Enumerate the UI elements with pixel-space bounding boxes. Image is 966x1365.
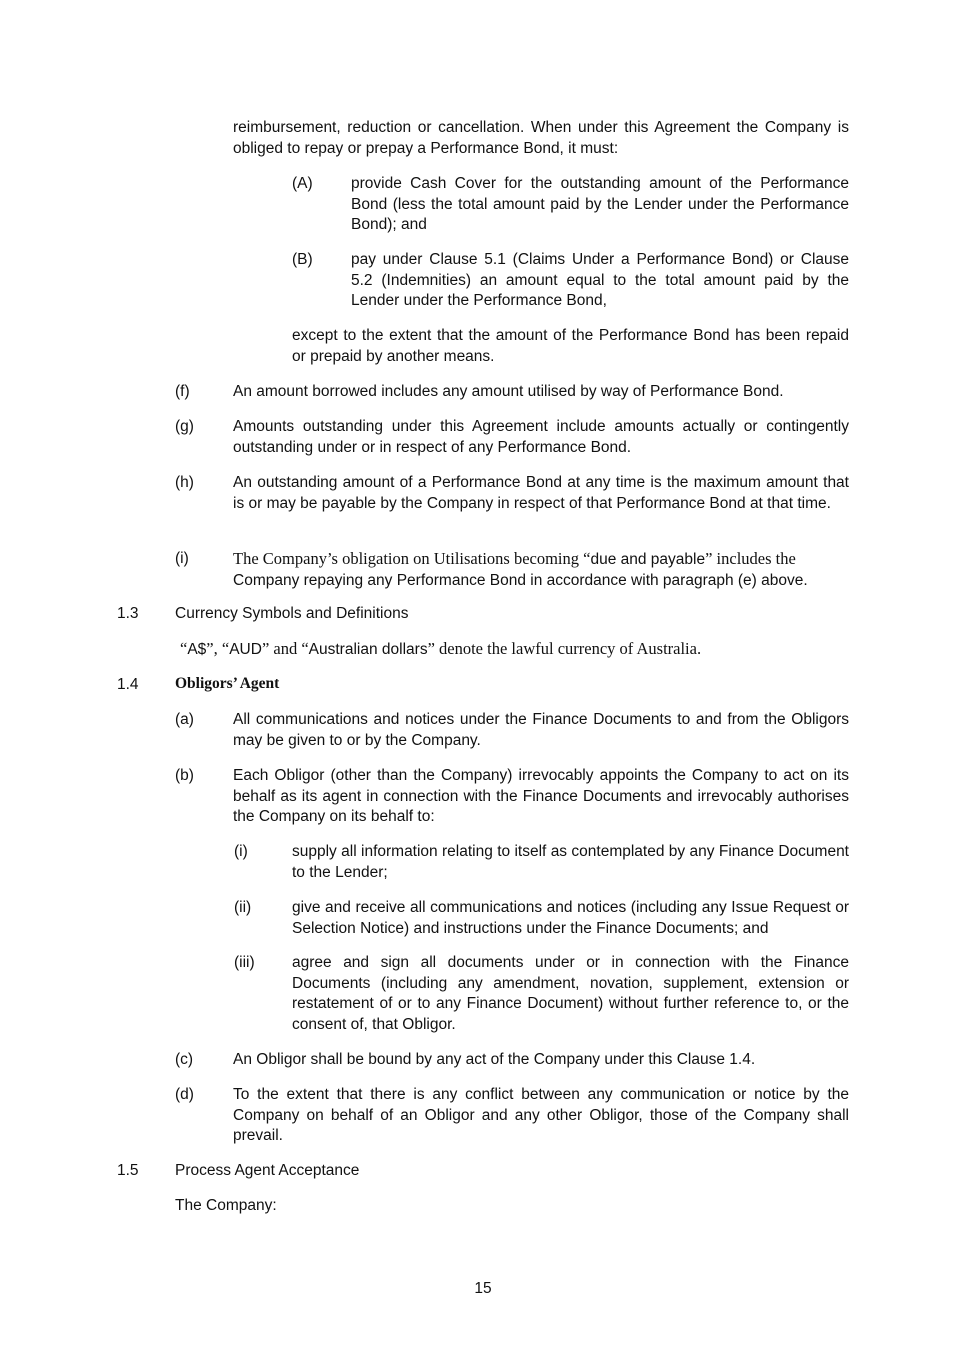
para-h-label: (h)	[175, 474, 194, 491]
para-h-text: An outstanding amount of a Performance Bond at any time is the maximum amount that is or may be payable by the Company in respect of that Performance Bond at that time.	[233, 474, 849, 512]
para-i-text	[233, 549, 849, 591]
item-B-text: pay under Clause 5.1 (Claims Under a Performance Bond) or Clause 5.2 (Indemnities) an amount equal to the total amount paid by the Lender under the Performance Bond,	[351, 251, 849, 309]
sec-1-4-d-text: To the extent that there is any conflict between any communication or notice by the Company on behalf of an Obligor and any other Obligor, those of the Company shall prevail.	[233, 1086, 849, 1144]
sec-1-4-b-iii-label: (iii)	[234, 954, 255, 971]
para-i-serif-c: ” includes the	[705, 549, 796, 568]
para-g-text: Amounts outstanding under this Agreement include amounts actually or contingently outstanding under or in respect of any Performance Bond.	[233, 418, 849, 456]
sec-1-4-c-label: (c)	[175, 1051, 194, 1068]
sec-1-4-b-i-text: supply all information relating to itself as contemplated by any Finance Document to the Lender;	[292, 843, 849, 881]
section-1-4-number: 1.4	[117, 676, 139, 693]
para-f-text: An amount borrowed includes any amount utilised by way of Performance Bond.	[233, 383, 784, 400]
except-paragraph: except to the extent that the amount of the Performance Bond has been repaid or prepaid by another means.	[292, 327, 849, 365]
item-A-text: provide Cash Cover for the outstanding amount of the Performance Bond (less the total amount paid by the Lender under the Performance Bond); and	[351, 175, 849, 233]
quote-open-1: “	[180, 639, 188, 658]
sec-1-4-b-i-label: (i)	[234, 843, 248, 860]
quote-sep-2: ” and “	[261, 639, 309, 658]
section-1-5-number: 1.5	[117, 1162, 139, 1179]
term-australian-dollars: Australian dollars	[308, 641, 428, 658]
sec-1-4-a-label: (a)	[175, 711, 194, 728]
sec-1-4-b-iii-text: agree and sign all documents under or in connection with the Finance Documents (including any amendment, novation, supplement, extension or restatement of or to any Finance Document) without further reference to, or the consent of, that Obligor.	[292, 954, 849, 1033]
term-aud-symbol: A$	[187, 641, 207, 658]
sec-1-4-b-text: Each Obligor (other than the Company) irrevocably appoints the Company to act on its behalf as its agent in connection with the Finance Documents and irrevocably authorises the Company on its behalf to:	[233, 767, 849, 825]
para-i-emph: due and payable	[590, 551, 706, 568]
sec-1-4-b-ii-label: (ii)	[234, 899, 252, 916]
para-f-label: (f)	[175, 383, 190, 400]
para-i-label: (i)	[175, 550, 189, 567]
section-1-5-title: Process Agent Acceptance	[175, 1162, 360, 1179]
para-i-serif-a: The Company’s obligation on Utilisations becoming “	[233, 549, 591, 568]
intro-paragraph: reimbursement, reduction or cancellation. When under this Agreement the Company is obliged to repay or prepay a Performance Bond, it must:	[233, 119, 849, 157]
page-number: 15	[474, 1280, 492, 1297]
sec-1-4-d-label: (d)	[175, 1086, 194, 1103]
section-1-3-title: Currency Symbols and Definitions	[175, 605, 409, 622]
para-i-line-2: Company repaying any Performance Bond in accordance with paragraph (e) above.	[233, 571, 808, 589]
section-1-3-text	[180, 639, 849, 661]
section-1-5-text: The Company:	[175, 1197, 277, 1214]
section-1-4-title: Obligors’ Agent	[175, 675, 280, 692]
sec-1-4-b-ii-text: give and receive all communications and notices (including any Issue Request or Selection Notice) and instructions under the Finance Documents; and	[292, 899, 849, 937]
sec-1-4-c-text: An Obligor shall be bound by any act of the Company under this Clause 1.4.	[233, 1051, 756, 1068]
para-g-label: (g)	[175, 418, 194, 435]
definition-tail: ” denote the lawful currency of Australia.	[427, 639, 702, 658]
sec-1-4-a-text: All communications and notices under the Finance Documents to and from the Obligors may be given to or by the Company.	[233, 711, 849, 749]
quote-sep-1: ”, “	[206, 639, 230, 658]
sec-1-4-b-label: (b)	[175, 767, 194, 784]
item-A-label: (A)	[292, 175, 313, 192]
section-1-3-number: 1.3	[117, 605, 139, 622]
item-B-label: (B)	[292, 251, 313, 268]
term-aud: AUD	[229, 641, 262, 658]
